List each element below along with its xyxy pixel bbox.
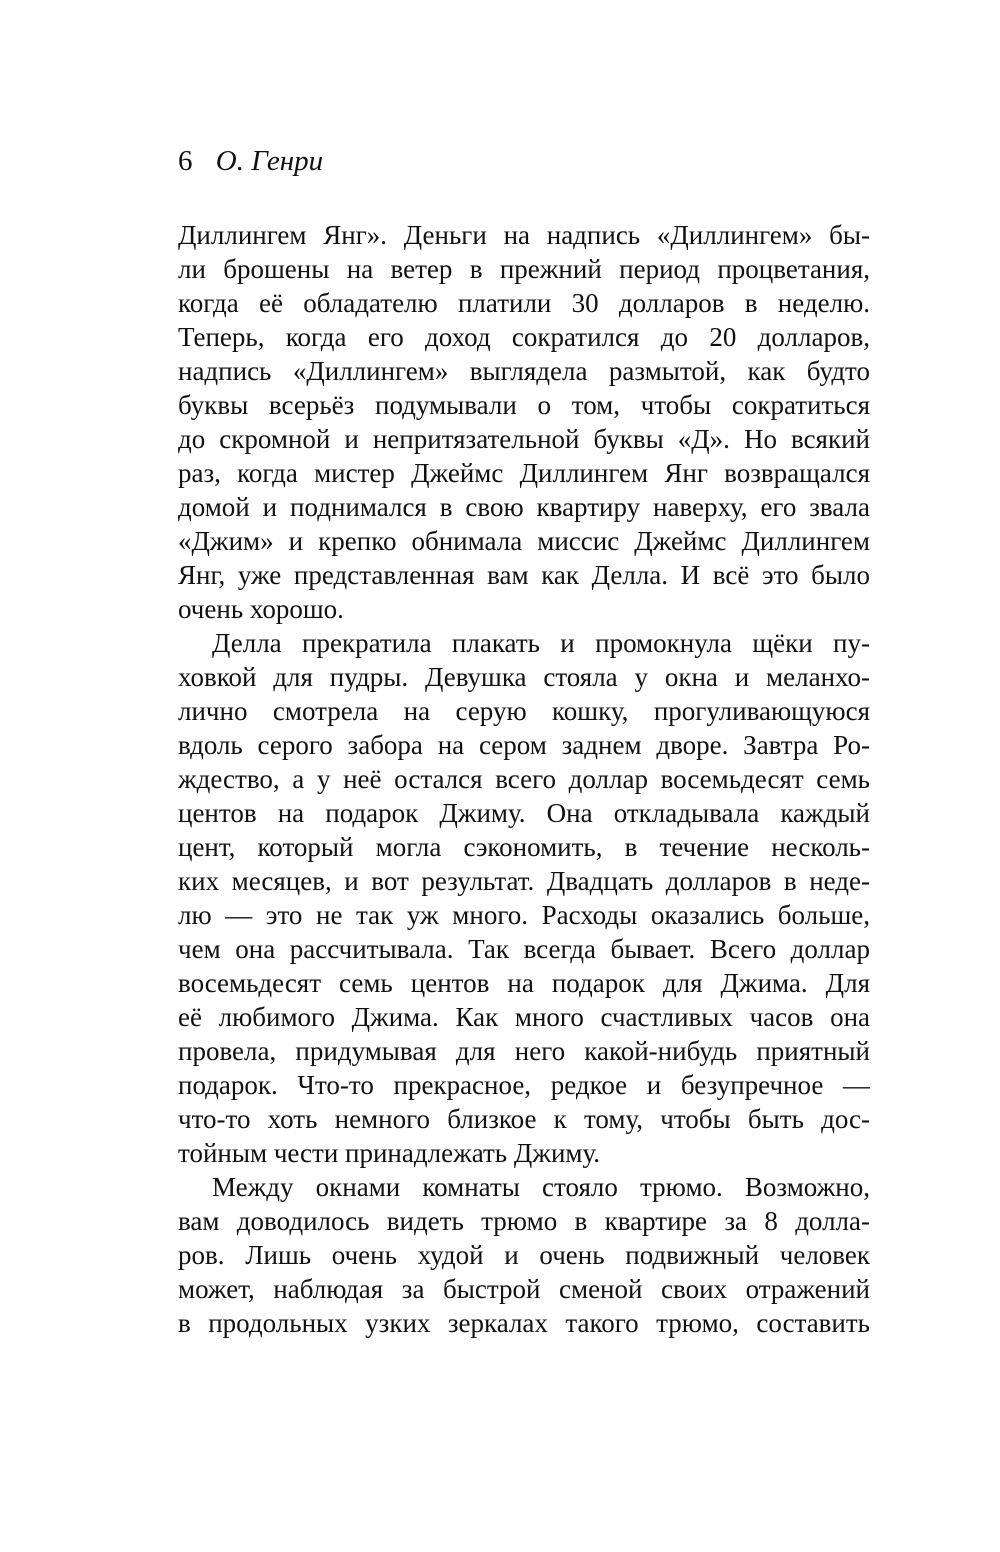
text-line: раз, когда мистер Джеймс Диллингем Янг возвращался <box>178 458 870 488</box>
text-line: надпись «Диллингем» выглядела размытой, как будто <box>178 356 870 386</box>
text-line: очень хорошо. <box>178 594 344 624</box>
text-line: ховкой для пудры. Девушка стояла у окна и меланхо- <box>178 662 870 692</box>
text-line: Теперь, когда его доход сократился до 20 долларов, <box>178 322 870 352</box>
text-line: тойным чести принадлежать Джиму. <box>178 1138 601 1168</box>
text-line: может, наблюдая за быстрой сменой своих отражений <box>178 1274 870 1304</box>
text-line: когда её обладателю платили 30 долларов в неделю. <box>178 288 870 318</box>
text-line: ких месяцев, и вот результат. Двадцать долларов в неде- <box>178 866 870 896</box>
text-line: Диллингем Янг». Деньги на надпись «Диллингем» бы- <box>178 220 870 250</box>
text-line: её любимого Джима. Как много счастливых часов она <box>178 1002 870 1032</box>
text-line: провела, придумывая для него какой-нибудь приятный <box>178 1036 870 1066</box>
text-line: вам доводилось видеть трюмо в квартире за 8 долла- <box>178 1206 870 1236</box>
text-line: домой и поднимался в свою квартиру наверху, его звала <box>178 492 870 522</box>
running-head <box>178 147 323 176</box>
text-line: подарок. Что-то прекрасное, редкое и безупречное — <box>178 1070 870 1100</box>
text-line: Делла прекратила плакать и промокнула щёки пу- <box>212 628 870 658</box>
text-line: буквы всерьёз подумывали о том, чтобы сократиться <box>178 390 870 420</box>
text-line: «Джим» и крепко обнимала миссис Джеймс Диллингем <box>178 526 870 556</box>
running-head-author: О. Генри <box>215 145 324 177</box>
text-line: ли брошены на ветер в прежний период процветания, <box>178 254 870 284</box>
text-line: Между окнами комнаты стояло трюмо. Возможно, <box>212 1172 870 1202</box>
text-line: центов на подарок Джиму. Она откладывала каждый <box>178 798 870 828</box>
text-line: чем она рассчитывала. Так всегда бывает. Всего доллар <box>178 934 870 964</box>
paragraph-3 <box>178 1170 870 1340</box>
text-line: в продольных узких зеркалах такого трюмо, составить <box>178 1308 870 1338</box>
text-line: цент, который могла сэкономить, в течение несколь- <box>178 832 870 862</box>
text-line: что-то хоть немного близкое к тому, чтобы быть дос- <box>178 1104 870 1134</box>
text-line: вдоль серого забора на сером заднем дворе. Завтра Ро- <box>178 730 870 760</box>
text-line: Янг, уже представленная вам как Делла. И всё это было <box>178 560 870 590</box>
text-line: лю — это не так уж много. Расходы оказались больше, <box>178 900 870 930</box>
paragraph-1 <box>178 218 870 626</box>
text-line: до скромной и непритязательной буквы «Д». Но всякий <box>178 424 870 454</box>
paragraph-2 <box>178 626 870 1170</box>
page-number: 6 <box>178 145 193 177</box>
text-line: лично смотрела на серую кошку, прогуливающуюся <box>178 696 870 726</box>
text-line: ров. Лишь очень худой и очень подвижный человек <box>178 1240 870 1270</box>
body-text <box>178 218 870 1340</box>
text-line: ждество, а у неё остался всего доллар восемьдесят семь <box>178 764 870 794</box>
text-line: восемьдесят семь центов на подарок для Джима. Для <box>178 968 870 998</box>
